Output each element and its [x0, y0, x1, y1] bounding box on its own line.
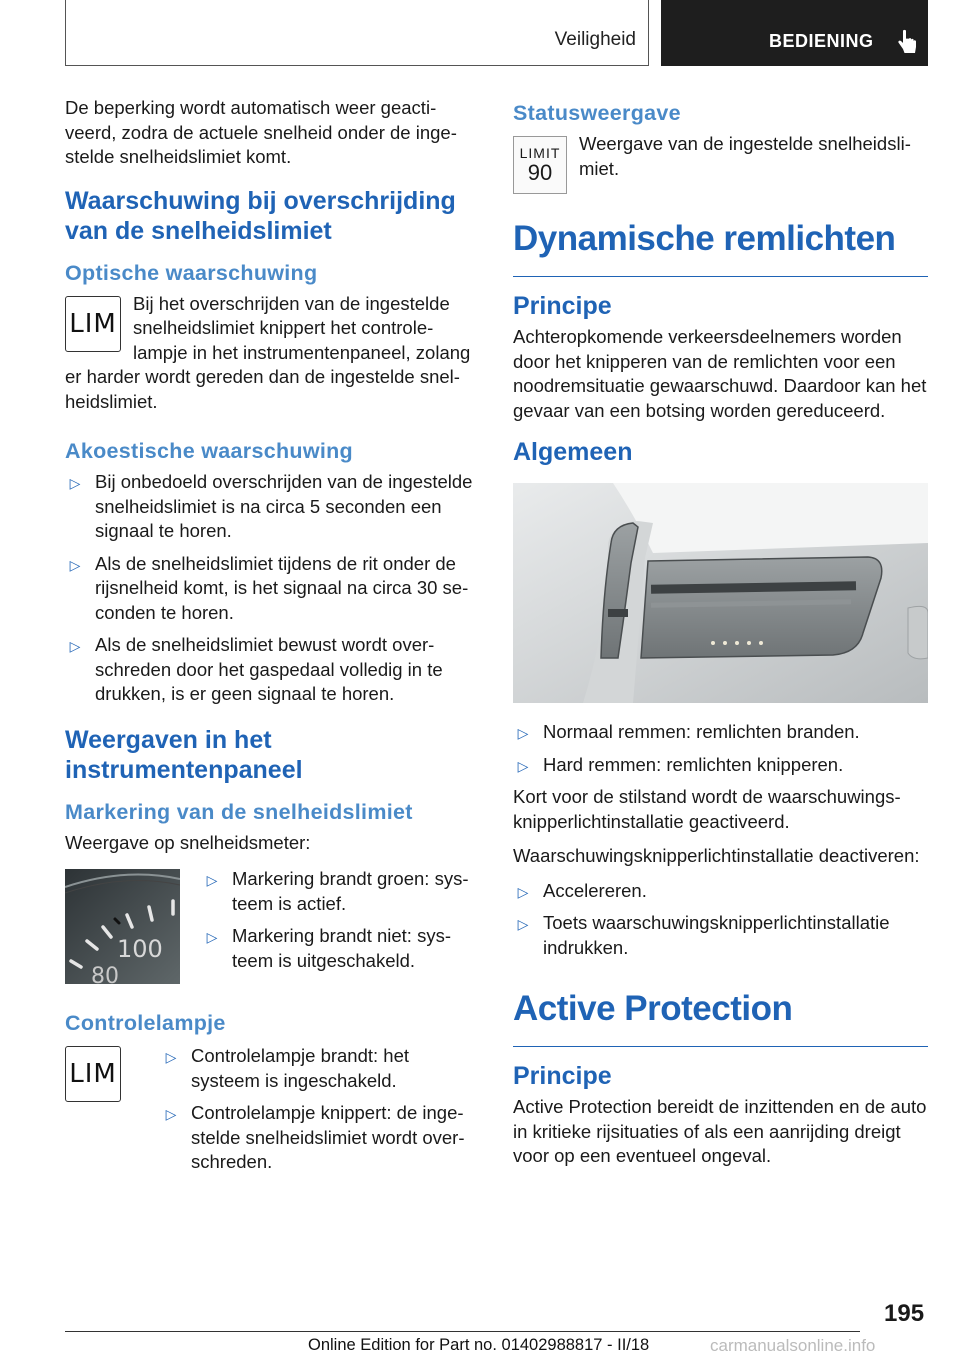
- header-section-title: Veiligheid: [554, 29, 636, 50]
- list-item: [513, 911, 928, 960]
- list-item-text: Als de snelheidslimiet tijdens de rit onder de rijsnelheid komt, is het signaal na circa 30 seconden te horen.: [95, 552, 469, 623]
- triangle-bullet-icon: ▷: [517, 725, 529, 741]
- gauge-label-80: 80: [91, 964, 119, 984]
- triangle-bullet-icon: ▷: [517, 757, 529, 774]
- marking-block: [65, 865, 480, 988]
- page-header: [65, 0, 928, 66]
- list-item: [65, 552, 480, 626]
- intro-paragraph: De beperking wordt automatisch weer geactiveerd, zodra de actuele snelheid onder de ingestelde snelheidslimiet komt.: [65, 97, 457, 167]
- heading-optical-warning: Optische waarschuwing: [65, 260, 318, 285]
- triangle-bullet-icon: ▷: [69, 556, 81, 573]
- header-chapter-title: BEDIENING: [769, 31, 874, 51]
- optical-warning-block: [65, 292, 480, 415]
- list-item-text: Toets waarschuwingsknipperlichtinstallatie indrukken.: [543, 912, 890, 958]
- list-item: [65, 633, 480, 707]
- list-item-text: Markering brandt groen: systeem is actief.: [232, 868, 469, 914]
- heading-active-protection: Active Protection: [513, 988, 928, 1047]
- list-item-text: Markering brandt niet: systeem is uitgeschakeld.: [232, 925, 452, 971]
- header-chapter-box: [661, 0, 928, 66]
- control-lamp-list: [161, 1042, 480, 1175]
- triangle-bullet-icon: ▷: [206, 872, 218, 888]
- right-column: [513, 96, 928, 1179]
- limit-icon-label: LIMIT: [519, 145, 561, 161]
- footer-watermark: carmanualsonline.info: [710, 1336, 876, 1355]
- triangle-bullet-icon: ▷: [206, 929, 218, 945]
- footer-edition: Online Edition for Part no. 01402988817 - II/18: [308, 1336, 650, 1354]
- header-section-box: [65, 0, 649, 66]
- list-item: [202, 867, 480, 916]
- list-item-text: Als de snelheidslimiet bewust wordt overschreden door het gaspedaal volledig in te drukken, is er geen signaal te horen.: [95, 634, 443, 704]
- status-block: [513, 132, 928, 198]
- status-text: Weergave van de ingestelde snelheidslimiet.: [579, 133, 911, 179]
- heading-control-lamp: Controlelampje: [65, 1011, 226, 1035]
- lim-indicator-icon: [65, 296, 121, 352]
- lim-indicator-icon: [65, 1046, 121, 1102]
- heading-general: Algemeen: [513, 438, 633, 466]
- list-item: [161, 1101, 480, 1175]
- page-number: 195: [884, 1300, 925, 1327]
- list-item: [202, 924, 480, 973]
- tail-light-image: [513, 483, 928, 703]
- list-item: [161, 1044, 480, 1093]
- hand-pointer-icon: [892, 28, 920, 56]
- list-item-text: Hard remmen: remlichten knipperen.: [543, 753, 844, 775]
- principle-2-text: Active Protection bereidt de inzittenden en de auto in kritieke rijsituaties of als een aanrijding dreigt voor op een eventueel ongeval.: [513, 1096, 927, 1166]
- heading-dynamic-brake-lights: Dynamische remlichten: [513, 218, 928, 277]
- marking-list: [202, 865, 480, 973]
- heading-principle-1: Principe: [513, 292, 612, 320]
- optical-warning-text: Bij het overschrijden van de ingestelde snelheidslimiet knippert het controlelampje in het instrumentenpaneel, zolang er harder wordt gereden dan de ingestelde snelheidslimiet.: [65, 292, 471, 412]
- heading-displays: Weergaven in het instrumentenpaneel: [65, 725, 303, 784]
- triangle-bullet-icon: ▷: [165, 1106, 177, 1122]
- list-item: [513, 753, 928, 778]
- heading-status: Statusweergave: [513, 101, 681, 125]
- heading-principle-2: Principe: [513, 1062, 612, 1090]
- principle-1-text: Achteropkomende verkeersdeelnemers worden door het knipperen van de remlichten voor een noodremsituatie gewaarschuwd. Daardoor kan het gevaar van een botsing worden gereduceerd.: [513, 326, 927, 421]
- marking-intro: Weergave op snelheidsmeter:: [65, 831, 311, 853]
- list-item-text: Bij onbedoeld overschrijden van de ingestelde snelheidslimiet is na circa 5 seconden een signaal te horen.: [95, 471, 473, 541]
- list-item: [65, 470, 480, 544]
- heading-warning: Waarschuwing bij overschrijding van de snelheidslimiet: [65, 186, 456, 245]
- list-item-text: Controlelampje knippert: de ingestelde snelheidslimiet wordt overschreden.: [191, 1102, 465, 1172]
- control-lamp-block: [65, 1042, 480, 1175]
- heading-marking: Markering van de snelheidslimiet: [65, 799, 413, 824]
- list-item-text: Normaal remmen: remlichten branden.: [543, 721, 860, 742]
- list-item: [513, 720, 928, 745]
- triangle-bullet-icon: ▷: [69, 475, 81, 491]
- triangle-bullet-icon: ▷: [517, 916, 529, 932]
- acoustic-list: [65, 470, 480, 707]
- limit-indicator-icon: [513, 136, 567, 194]
- footer-divider: [65, 1331, 860, 1332]
- gauge-label-100: 100: [117, 935, 163, 963]
- triangle-bullet-icon: ▷: [69, 638, 81, 654]
- list-item-text: Controlelampje brandt: het systeem is ingeschakeld.: [191, 1045, 410, 1091]
- lim-icon-text: LIM: [69, 308, 117, 339]
- lim-icon-text: LIM: [69, 1059, 117, 1089]
- general-paragraph-1: Kort voor de stilstand wordt de waarschuwingsknipperlichtinstallatie geactiveerd.: [513, 786, 901, 832]
- triangle-bullet-icon: ▷: [165, 1049, 177, 1065]
- general-paragraph-2: Waarschuwingsknipperlichtinstallatie deactiveren:: [513, 845, 920, 866]
- deactivate-list: [513, 879, 928, 961]
- general-list: [513, 720, 928, 777]
- triangle-bullet-icon: ▷: [517, 883, 529, 900]
- left-column: [65, 96, 480, 1183]
- limit-icon-value: 90: [527, 160, 553, 185]
- heading-acoustic-warning: Akoestische waarschuwing: [65, 439, 353, 463]
- speedometer-image: [65, 869, 180, 984]
- list-item: [513, 879, 928, 904]
- list-item-text: Accelereren.: [543, 879, 647, 901]
